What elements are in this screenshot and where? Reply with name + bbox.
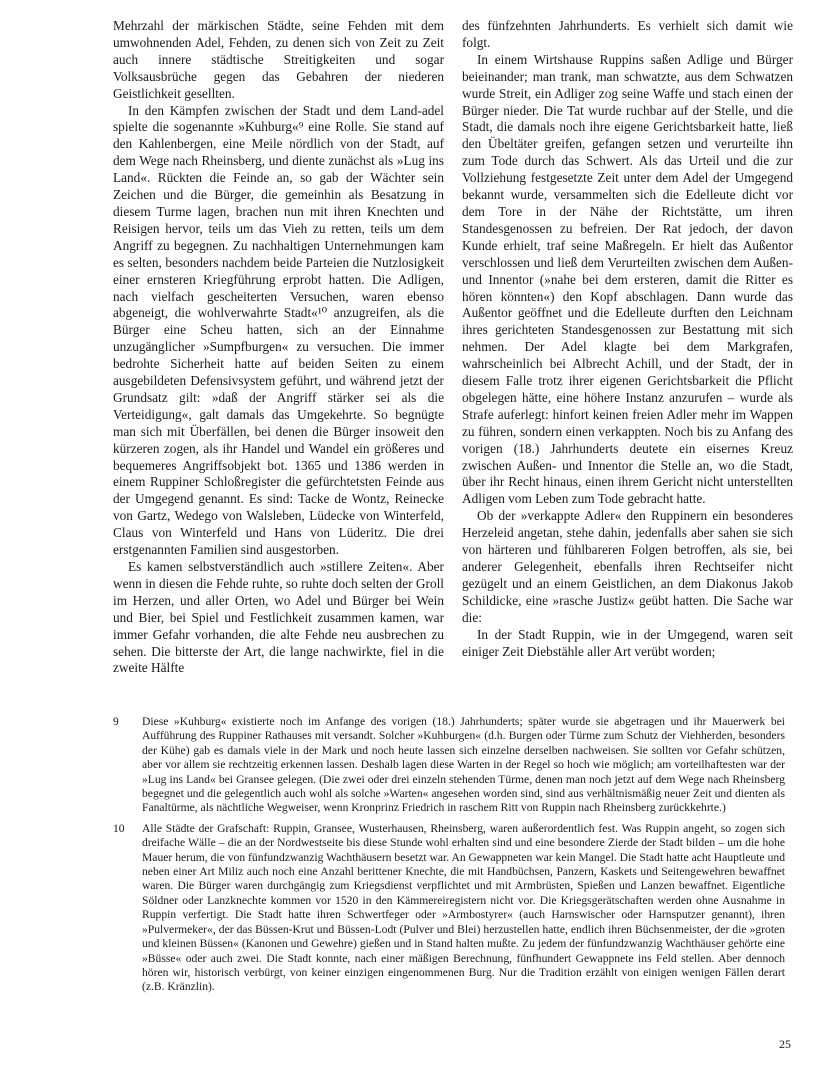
paragraph: In der Stadt Ruppin, wie in der Umgegend, waren seit einiger Zeit Diebstähle aller Art verübt worden; <box>462 626 793 659</box>
paragraph: In einem Wirtshause Ruppins saßen Adlige und Bürger beieinander; man trank, man schwatzte, aus dem Schwatzen wurde Streit, ein Adliger zog seine Waffe und stach einen der Bürger nieder. Die Tat wurde ruchbar auf der Stelle, und die Stadt, die damals noch ihre eigene Gerichtsbarkeit hatte, ließ den Übeltäter greifen, gefangen setzen und verurteilte ihn zum Tode durch das Schwert. Als das Urteil und die zur Vollziehung festgesetzte Zeit unter dem Adel der Umgegend bekannt wurde, versammelten sich die Edelleute dicht vor dem Tore in der Nähe der Richtstätte, um ihren Standesgenossen zu befreien. Der Rat jedoch, der davon Kunde erhielt, traf seine Maßregeln. Er hielt das Außentor verschlossen und ließ dem Verurteilten zwischen dem Außen- und Innentor (»nahe bei dem ersteren, damit die Ritter es hören könnten«) den Kopf abschlagen. Dann wurde das Außentor geöffnet und die Edelleute durften den Leichnam ihres gerichteten Standesgenossen zur Bestattung mit sich nehmen. Der Adel klagte bei dem Markgrafen, wahrscheinlich bei Albrecht Achill, und der Stadt, der in diesem Falle trotz ihrer eigenen Gerichtsbarkeit die Pflicht obgelegen hätte, eine höhere Instanz anzurufen – wurde als Strafe auferlegt: hinfort keinen freien Adler mehr im Wappen zu führen, sondern einen verkappten. Noch bis zu Anfang des vorigen (18.) Jahrhunderts deutete ein eisernes Kreuz zwischen Außen- und Innentor die Stelle an, wo die Stadt, über ihr Recht hinaus, einen ihrem Gericht nicht unterstellten Adligen vom Leben zum Tode gebracht hatte. <box>462 51 793 507</box>
footnote-number: 9 <box>113 715 119 728</box>
paragraph: Mehrzahl der märkischen Städte, seine Fehden mit dem umwohnenden Adel, Fehden, zu denen sich von Zeit zu Zeit auch innere städtische Streitigkeiten und sogar Volksausbrüche gegen das Gebahren der niederen Geistlichkeit gesellten. <box>113 18 444 101</box>
footnote <box>113 822 793 995</box>
paragraph: In den Kämpfen zwischen der Stadt und dem Land-adel spielte die sogenannte »Kuhburg«⁹ eine Rolle. Sie stand auf den Kahlenbergen, eine Meile nördlich von der Stadt, auf dem Wege nach Rheinsberg, und diente zunächst als »Lug ins Land«. Rückten die Feinde an, so gab der Wächter sein Zeichen und die Bürger, die gemeinhin als Besatzung in diesem Turme lagen, brachen nun mit ihren Knechten und Reisigen hervor, teils um das Vieh zu retten, teils um dem Angriff zu begegnen. Zu nachhaltigen Unternehmungen kam es selten, besonders nachdem beide Parteien die Nutzlosigkeit einer ernsteren Kriegführung erprobt hatten. Die Adligen, nach vielfach gescheiterten Versuchen, waren ebenso abgeneigt, die wohlverwahrte Stadt«¹⁰ anzugreifen, als die Bürger eine Scheu hatten, sich an der Einnahme unzugänglicher »Sumpfburgen« zu versuchen. Die immer bedrohte Sicherheit hatte auf beiden Seiten zu einem ausgebildeten Defensivsystem geführt, und während jetzt der Grundsatz gilt: »daß der Angriff stärker sei als die Verteidigung«, galt damals das Umgekehrte. So begnügte man sich mit Überfällen, bei denen die Bürger insoweit den kürzeren zogen, als ihr Handel und Wandel ein größeres und bequemeres Angriffsobjekt bot. 1365 und 1386 werden in einem Ruppiner Schloßregister die gefürchtetsten Feinde aus der Umgegend genannt. Es sind: Tacke de Wontz, Reinecke von Gartz, Wedego von Walsleben, Lüdecke von Winterfeld, Claus von Winterfeld und Hans von Lüderitz. Die drei erstgenannten Familien sind ausgestorben. <box>113 102 444 558</box>
paragraph: des fünfzehnten Jahrhunderts. Es verhielt sich damit wie folgt. <box>462 18 793 50</box>
footnote-text: Diese »Kuhburg« existierte noch im Anfange des vorigen (18.) Jahrhunderts; später wurde sie abgetragen und ihr Mauerwerk bei Aufführung des Ruppiner Rathauses mit versandt. Solcher »Kuhburgen« (d.h. Burgen oder Türme zum Schutz der Viehherden, besonders der Kühe) gab es damals viele in der Mark und noch heute lassen sich einzelne derselben nachweisen. Sie sollten vor Gefahr schützen, aber vor allem sie rechtzeitig erkennen lassen. Deshalb lagen diese Warten in der Regel so hoch wie möglich; am vorteilhaftesten war der »Lug ins Land« bei Gransee gelegen. (Die zwei oder drei einzeln stehenden Türme, denen man noch jetzt auf dem Wege nach Rheinsberg begegnet und die gelegentlich auch wohl als solche »Warten« angesehen worden sind, sind aus verhältnismäßig neuer Zeit und dienten als Fanaltürme, als nächtliche Wegweiser, wenn Kronprinz Friedrich in raschem Ritt von Ruppin nach Rheinsberg zurückkehrte.) <box>142 715 785 815</box>
main-text <box>113 18 793 677</box>
footnotes <box>113 715 793 1001</box>
paragraph: Ob der »verkappte Adler« den Ruppinern ein besonderes Herzeleid angetan, stehe dahin, jedenfalls aber sahen sie sich von härteren und fühlbareren Folgen betroffen, als sie, bei anderer Gelegenheit, ebenfalls ihren Rechtseifer nicht gezügelt und an einem Geistlichen, an dem Diakonus Jakob Schildicke, eine »rasche Justiz« geübt hatten. Die Sache war die: <box>462 508 793 625</box>
footnote-number: 10 <box>113 821 125 835</box>
left-column <box>113 18 444 677</box>
paragraph: Es kamen selbstverständlich auch »stillere Zeiten«. Aber wenn in diesen die Fehde ruhte, so ruhte doch selten der Groll im Herzen, und aller Orten, wo Adel und Bürger bei Wein und Bier, bei Spiel und Festlichkeit zusammen kamen, war immer Gefahr vorhanden, die alte Fehde neu ausbrechen zu sehen. Die bitterste der Art, die lange nachwirkte, fiel in die zweite Hälfte <box>113 559 444 676</box>
page-number: 25 <box>779 1037 791 1051</box>
footnote <box>113 715 793 816</box>
footnote-text: Alle Städte der Grafschaft: Ruppin, Gransee, Wusterhausen, Rheinsberg, waren außerordentlich fest. Was Ruppin angeht, so zogen sich dreifache Wälle – die an der Nordwestseite bis diese Stunde wohl erhalten sind und eine besondere Zierde der Stadt bilden – um die hohe Mauer herum, die von fünfundzwanzig Wachthäusern besetzt war. An Gewappneten war kein Mangel. Die Stadt hatte acht Hauptleute und neben einer Art Miliz auch noch eine Anzahl berittener Knechte, die mit Handbüchsen, Panzern, Kaskets und Seitengewehren bewaffnet waren. Die Bürger waren durchgängig zum Kriegsdienst verpflichtet und mit Armbrüsten, Spießen und Lanzen bewaffnet. Eigentliche Söldner oder Lanzknechte kommen vor 1520 in den Kämmereiregistern nicht vor. Die Kriegsgerätschaften werden ohne Ausnahme in Ruppin verfertigt. Die Stadt hatte ihren Schwertfeger oder »Armbostyrer« (auch Harnswischer oder Harnsputzer genannt), ihren »Pulvermeker«, der das Büssen-Krut und Büssen-Lodt (Pulver und Blei) herzustellen hatte, endlich ihren Büchsenmeister, der die »groten und kleinen Büssen« (Kanonen und Gewehre) gießen und in Stand halten mußte. Zu jedem der fünfundzwanzig Wachthäuser gehörte eine »Büsse« oder auch zwei. Die Stadt konnte, nach einer mäßigen Berechnung, fünfhundert Gewappnete ins Feld stellen. Aber dennoch hören wir, historisch verbürgt, von keiner einzigen eingenommenen Burg. Nur die Tradition erzählt von einigen wenigen Fällen derart (z.B. Kränzlin). <box>142 821 785 994</box>
right-column <box>462 18 793 677</box>
